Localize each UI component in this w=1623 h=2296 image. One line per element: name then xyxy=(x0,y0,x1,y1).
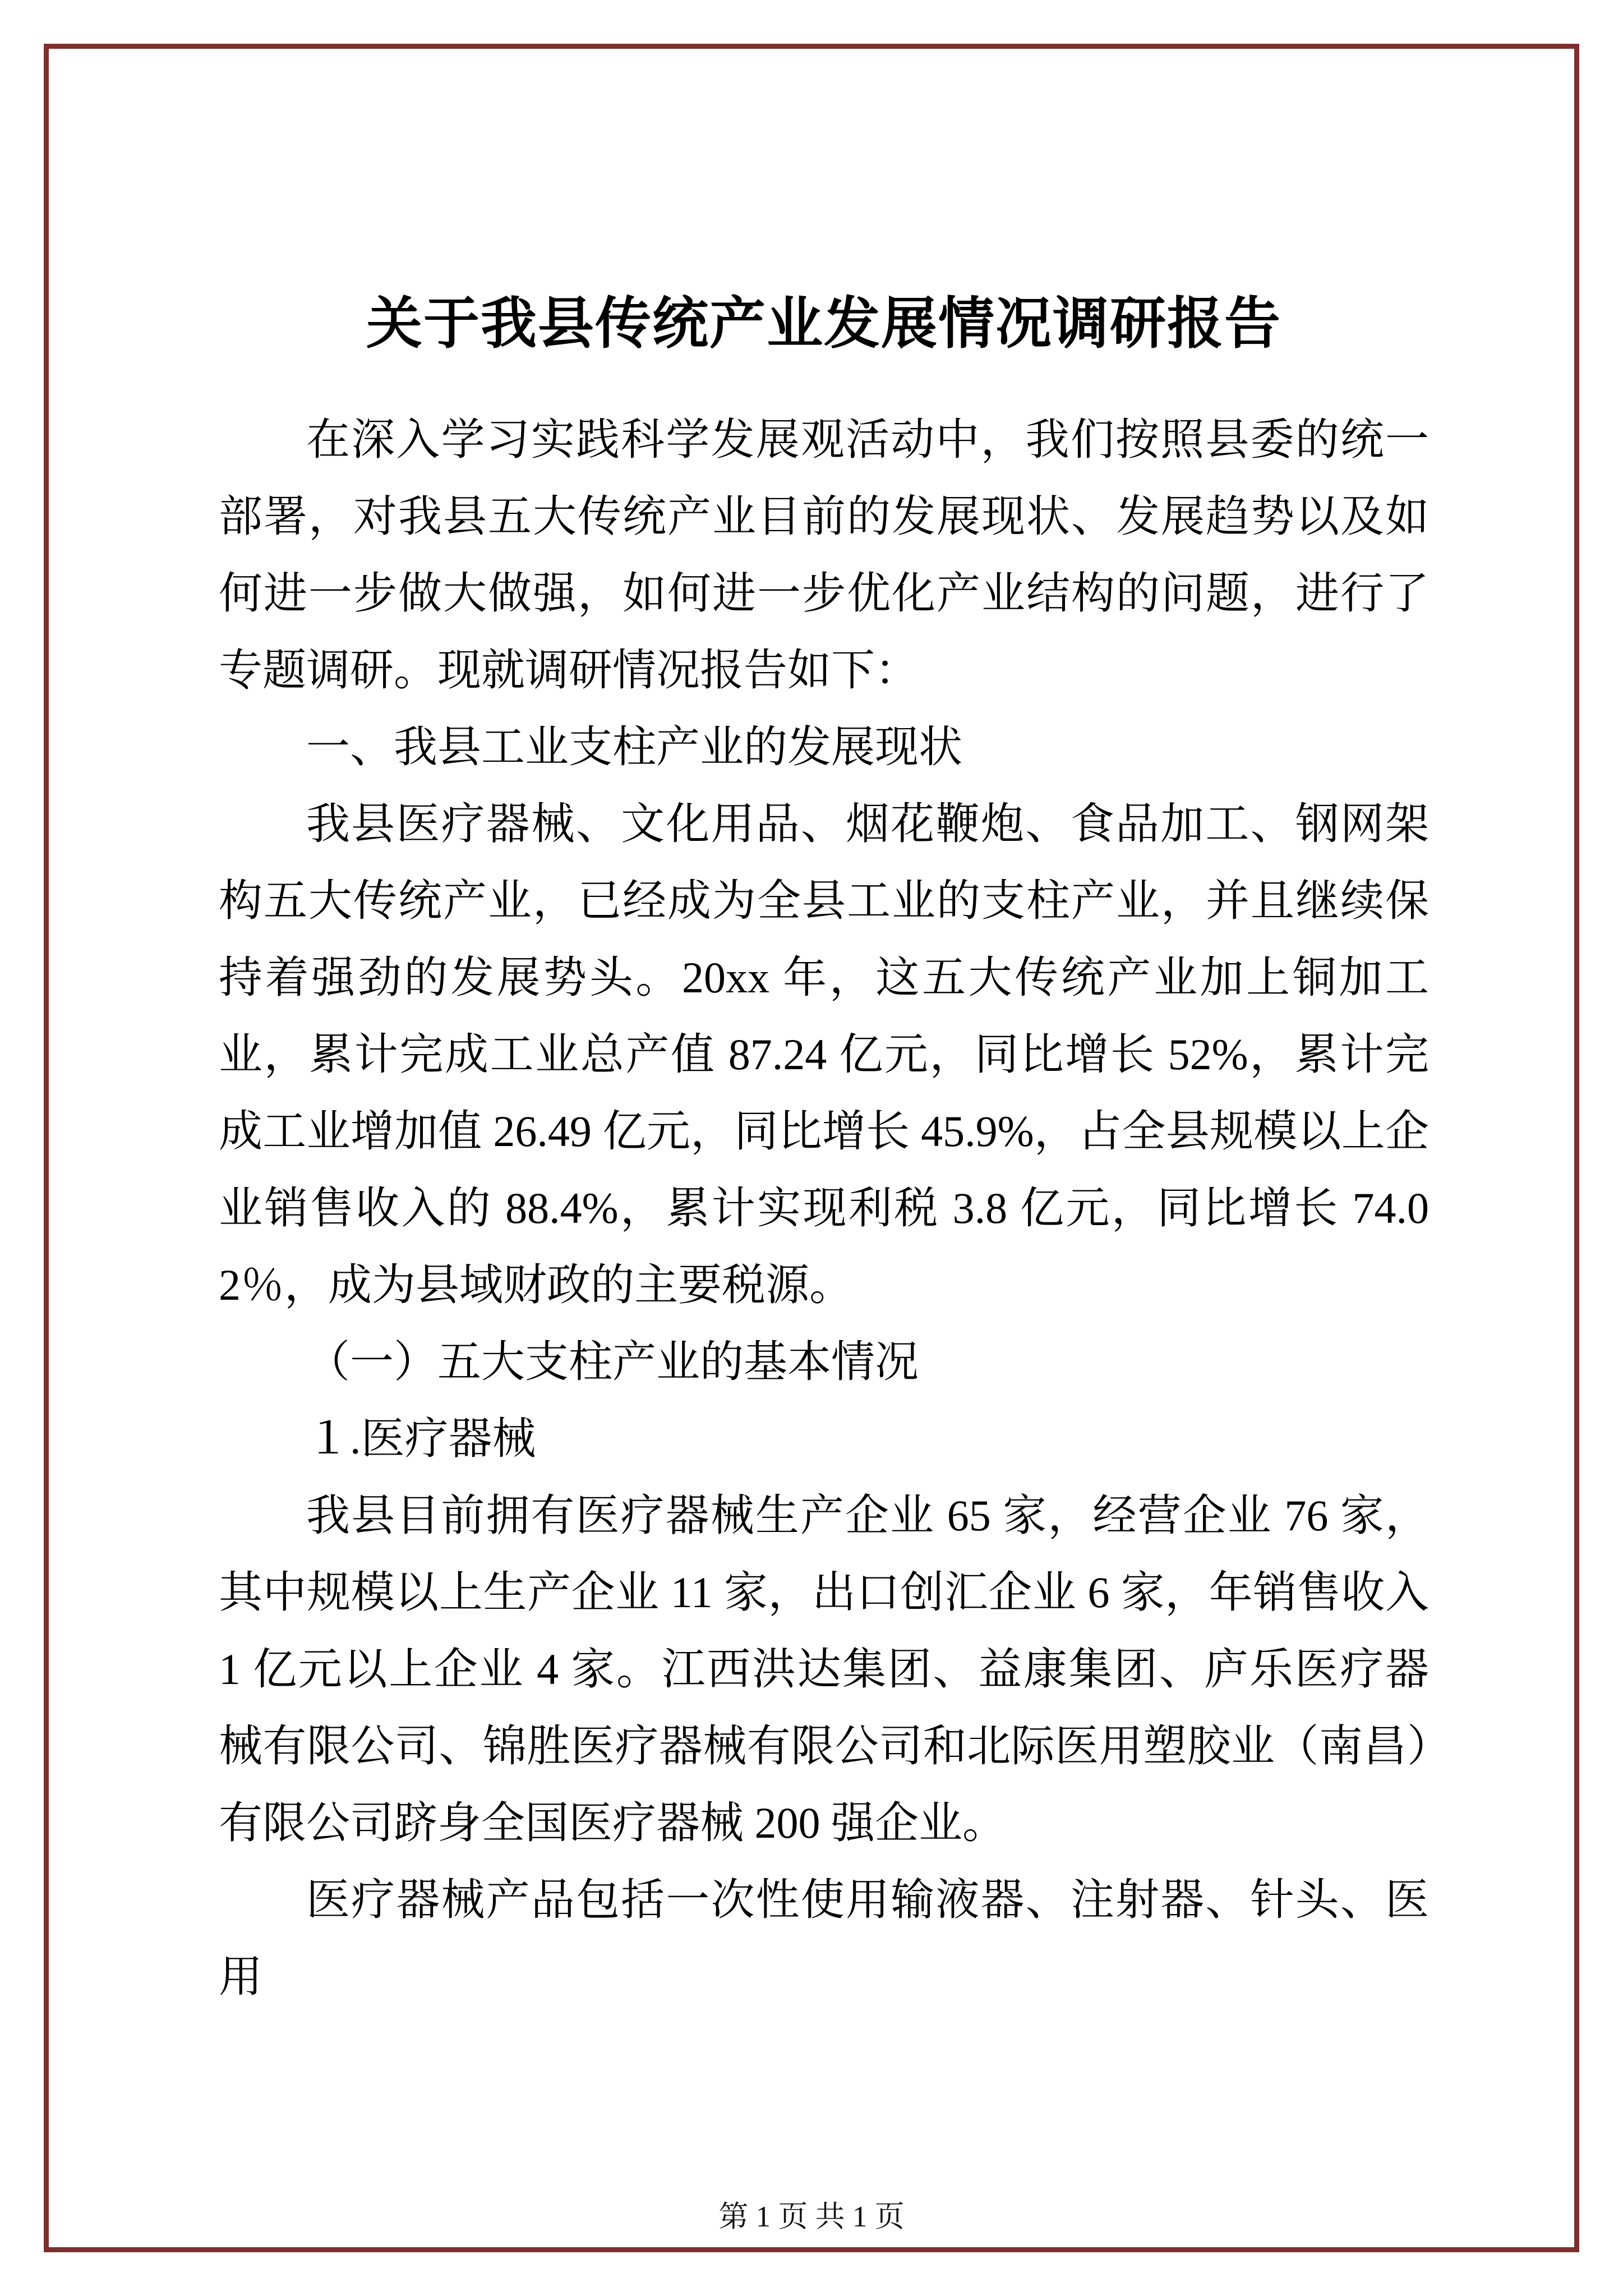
page-footer: 第 1 页 共 1 页 xyxy=(718,2201,905,2233)
paragraph: 一、我县工业支柱产业的发展现状 xyxy=(306,723,963,771)
paragraph: 医疗器械产品包括一次性使用输液器、注射器、针头、医用 xyxy=(219,1875,1429,2001)
paragraph: 我县医疗器械、文化用品、烟花鞭炮、食品加工、钢网架构五大传统产业，已经成为全县工业的支柱产业，并且继续保持着强劲的发展势头。20xx 年，这五大传统产业加上铜加工业，累计完成工业总产值 87.24 亿元，同比增长 52%，累计完成工业增加值 26.49 亿元，同比增长 45.9%，占全县规模以上企业销售收入的 88.4%，累计实现利税 3.8 亿元，同比增长 74.02％，成为县域财政的主要税源。 xyxy=(219,799,1429,1309)
paragraph: 我县目前拥有医疗器械生产企业 65 家，经营企业 76 家，其中规模以上生产企业 11 家，出口创汇企业 6 家，年销售收入 1 亿元以上企业 4 家。江西洪达集团、益康集团、庐乐医疗器械有限公司、锦胜医疗器械有限公司和北际医用塑胶业（南昌）有限公司跻身全国医疗器械 200 强企业。 xyxy=(219,1491,1429,1847)
document-page xyxy=(219,286,1429,2015)
paragraph: 在深入学习实践科学发展观活动中，我们按照县委的统一部署，对我县五大传统产业目前的发展现状、发展趋势以及如何进一步做大做强，如何进一步优化产业结构的问题，进行了专题调研。现就调研情况报告如下： xyxy=(219,415,1429,694)
document-body xyxy=(219,401,1429,2015)
document-title: 关于我县传统产业发展情况调研报告 xyxy=(366,293,1281,355)
paragraph: （一）五大支柱产业的基本情况 xyxy=(306,1337,919,1386)
paragraph: １.医疗器械 xyxy=(306,1414,536,1463)
